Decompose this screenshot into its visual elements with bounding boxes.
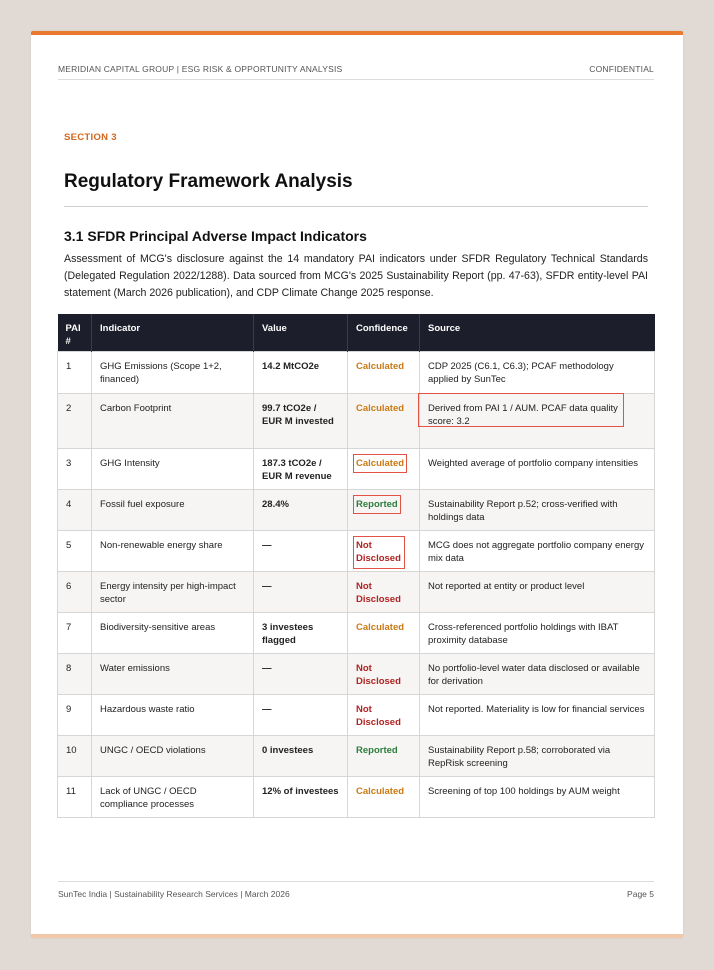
running-header [58, 64, 654, 80]
pai-number: 11 [58, 776, 92, 817]
source-cell: Not reported. Materiality is low for financial services [420, 694, 655, 735]
confidence-cell [348, 694, 420, 735]
table-row [58, 448, 655, 489]
confidence-cell [348, 776, 420, 817]
col-header-value: Value [254, 314, 348, 351]
confidence-cell [348, 735, 420, 776]
confidence-badge-highlighted: Calculated [356, 457, 405, 469]
pai-table [57, 314, 655, 818]
subsection-title: 3.1 SFDR Principal Adverse Impact Indicators [64, 228, 367, 244]
value-cell: 0 investees [254, 735, 348, 776]
indicator-cell: Water emissions [92, 653, 254, 694]
running-footer [58, 881, 654, 899]
table-row [58, 530, 655, 571]
confidence-cell [348, 351, 420, 393]
col-header-confidence: Confidence [348, 314, 420, 351]
confidence-cell [348, 530, 420, 571]
indicator-cell: Fossil fuel exposure [92, 489, 254, 530]
indicator-cell: GHG Emissions (Scope 1+2, financed) [92, 351, 254, 393]
indicator-cell: Carbon Footprint [92, 393, 254, 448]
value-cell: 28.4% [254, 489, 348, 530]
section-label: SECTION 3 [64, 132, 117, 143]
pai-number: 10 [58, 735, 92, 776]
table-row [58, 351, 655, 393]
pai-number: 1 [58, 351, 92, 393]
col-header-pai: PAI # [58, 314, 92, 351]
indicator-cell: Lack of UNGC / OECD compliance processes [92, 776, 254, 817]
source-cell: Sustainability Report p.58; corroborated via RepRisk screening [420, 735, 655, 776]
table-row [58, 393, 655, 448]
header-title: MERIDIAN CAPITAL GROUP | ESG RISK & OPPORTUNITY ANALYSIS [58, 64, 343, 74]
table-header-row [58, 314, 655, 351]
table-row [58, 653, 655, 694]
value-cell: 12% of investees [254, 776, 348, 817]
page-title: Regulatory Framework Analysis [64, 171, 353, 192]
confidence-cell [348, 612, 420, 653]
source-cell: No portfolio-level water data disclosed or available for derivation [420, 653, 655, 694]
confidence-badge: Not Disclosed [356, 703, 401, 729]
pai-number: 6 [58, 571, 92, 612]
source-cell: Cross-referenced portfolio holdings with IBAT proximity database [420, 612, 655, 653]
confidence-cell [348, 653, 420, 694]
source-cell: Not reported at entity or product level [420, 571, 655, 612]
table-row [58, 489, 655, 530]
pai-number: 4 [58, 489, 92, 530]
value-cell: 14.2 MtCO2e [254, 351, 348, 393]
confidence-badge-highlighted: Not Disclosed [356, 539, 401, 565]
value-cell: — [254, 653, 348, 694]
value-cell: 187.3 tCO2e / EUR M revenue [254, 448, 348, 489]
page-number: Page 5 [627, 889, 654, 899]
col-header-indicator: Indicator [92, 314, 254, 351]
source-cell: CDP 2025 (C6.1, C6.3); PCAF methodology applied by SunTec [420, 351, 655, 393]
confidence-badge: Calculated [356, 621, 405, 633]
value-cell: — [254, 530, 348, 571]
confidence-badge: Not Disclosed [356, 662, 401, 688]
source-cell: Derived from PAI 1 / AUM. PCAF data quality score: 3.2 [420, 393, 655, 448]
confidence-badge: Calculated [356, 360, 405, 372]
table-row [58, 776, 655, 817]
indicator-cell: UNGC / OECD violations [92, 735, 254, 776]
confidence-cell [348, 489, 420, 530]
value-cell: 99.7 tCO2e / EUR M invested [254, 393, 348, 448]
table-row [58, 571, 655, 612]
value-cell: 3 investees flagged [254, 612, 348, 653]
indicator-cell: Non-renewable energy share [92, 530, 254, 571]
indicator-cell: GHG Intensity [92, 448, 254, 489]
intro-paragraph: Assessment of MCG's disclosure against the 14 mandatory PAI indicators under SFDR Regulatory Technical Standards (Delegated Regulation 2022/1288). Data sourced from MCG's 2025 Sustainability Report (pp. 47-63), SFDR entity-level PAI statement (March 2026 publication), and CDP Climate Change 2025 response. [64, 253, 648, 299]
pai-number: 2 [58, 393, 92, 448]
pai-number: 5 [58, 530, 92, 571]
document-page [31, 31, 683, 938]
source-cell: Sustainability Report p.52; cross-verified with holdings data [420, 489, 655, 530]
indicator-cell: Biodiversity-sensitive areas [92, 612, 254, 653]
col-header-source: Source [420, 314, 655, 351]
confidence-badge: Reported [356, 744, 398, 756]
pai-number: 9 [58, 694, 92, 735]
title-divider [64, 206, 648, 207]
confidence-badge-highlighted: Reported [356, 498, 398, 510]
indicator-cell: Hazardous waste ratio [92, 694, 254, 735]
table-row [58, 612, 655, 653]
source-cell: MCG does not aggregate portfolio company energy mix data [420, 530, 655, 571]
pai-number: 3 [58, 448, 92, 489]
pai-number: 8 [58, 653, 92, 694]
table-row [58, 735, 655, 776]
confidence-badge: Calculated [356, 402, 405, 414]
source-cell: Weighted average of portfolio company intensities [420, 448, 655, 489]
footer-credit: SunTec India | Sustainability Research Services | March 2026 [58, 889, 290, 899]
confidential-label: CONFIDENTIAL [589, 64, 654, 74]
confidence-cell [348, 393, 420, 448]
table-row [58, 694, 655, 735]
value-cell: — [254, 694, 348, 735]
pai-number: 7 [58, 612, 92, 653]
indicator-cell: Energy intensity per high-impact sector [92, 571, 254, 612]
confidence-cell [348, 571, 420, 612]
confidence-badge: Calculated [356, 785, 405, 797]
source-cell: Screening of top 100 holdings by AUM weight [420, 776, 655, 817]
value-cell: — [254, 571, 348, 612]
confidence-badge: Not Disclosed [356, 580, 401, 606]
page-bottom-strip [31, 934, 683, 938]
confidence-cell [348, 448, 420, 489]
